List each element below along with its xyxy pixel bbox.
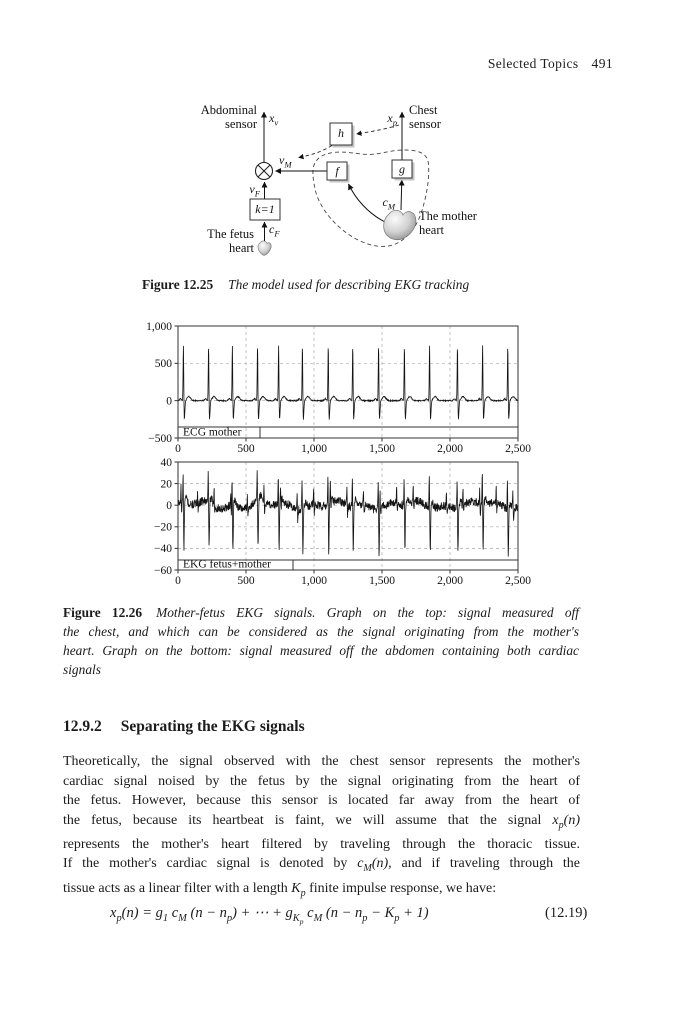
abdominal-sensor-label-2: sensor [225,117,257,131]
y-tick-label: 40 [160,456,172,469]
section-title: Separating the EKG signals [120,718,305,735]
signal-vm-label: $v_M$ [279,153,292,170]
text-line: the chest, and which can be considered as the signal originating from the mother's [63,624,579,639]
figure-12-25-caption-label: Figure 12.25 [142,277,214,292]
x-tick-label: 0 [175,443,181,455]
fetus-heart-shape [258,241,271,256]
mother-to-g-arrow [401,180,402,210]
signal-vf-label: $v_F$ [249,182,260,199]
h-to-vm-dashed-arrow [299,146,333,158]
figure-12-26-caption [63,603,579,679]
equation-row [63,905,588,927]
ecg-trace [178,345,518,419]
chest-sensor-label-2: sensor [409,117,441,131]
text-line: signals [63,662,101,677]
plot-inset-label: EKG fetus+mother [183,558,271,571]
x-tick-label: 1,500 [369,575,395,587]
y-tick-label: 20 [160,478,172,491]
text-line: represents the mother's heart filtered by traveling through the thoracic tissue. [63,836,580,852]
mother-heart-shape [384,210,416,239]
x-tick-label: 1,500 [369,443,395,455]
header-title: Selected Topics [487,56,579,71]
text-line: the fetus. However, because this sensor is located far away from the heart of [63,793,580,808]
text-line: If the mother's cardiac signal is denoted by $c_M(n)$, and if traveling through the [63,856,580,875]
text-line: cardiac signal noised by the fetus by the signal originating from the heart of [63,773,580,789]
signal-cm-label: $c_M$ [382,195,395,212]
plot-0 [146,321,531,455]
block-f-label: f [335,164,339,178]
equation-number: (12.19) [545,905,588,921]
text-line: tissue acts as a linear filter with a length $K_p$ finite impulse response, we have: [63,880,497,899]
figure-12-26-caption-label: Figure 12.26 [63,605,143,620]
y-tick-label: 500 [154,358,172,371]
plot-frame [178,326,518,438]
equation-body: $x_p(n) = g_1$ $c_M$ $(n - n_p)$ + ⋯ + $g_{K_p}$ $c_M$ $(n - n_p - K_p + 1)$ [110,905,429,926]
running-header [488,56,613,72]
y-tick-label: −40 [154,543,172,556]
section-number: 12.9.2 [63,718,102,735]
signal-xp-label: $x_p$ [387,111,397,128]
ekg-model-diagram [165,92,485,274]
section-heading [63,718,305,736]
y-tick-label: −500 [148,432,172,445]
block-k-label: k=1 [255,202,275,216]
signal-cf-label: $c_F$ [269,222,280,239]
figure-12-25-caption-text: The model used for describing EKG tracking [228,277,470,292]
page-number: 491 [591,56,613,71]
y-tick-label: −20 [154,521,172,534]
text-line: Theoretically, the signal observed with the chest sensor represents the mother's [63,754,580,769]
y-tick-label: 0 [166,395,172,408]
fetus-heart-label-1: The fetus [207,227,254,241]
mother-heart-label-2: heart [419,223,444,237]
chest-sensor-label-1: Chest [409,103,438,117]
abdominal-sensor-label-1: Abdominal [200,103,257,117]
x-tick-label: 2,500 [505,443,531,455]
plot-1 [154,457,531,587]
caption-line [63,603,579,622]
y-tick-label: 1,000 [146,320,172,333]
y-tick-label: −60 [154,564,172,577]
x-tick-label: 1,000 [301,443,327,455]
x-tick-label: 500 [237,443,255,455]
mother-heart-label-1: The mother [419,209,477,223]
x-tick-label: 1,000 [301,575,327,587]
x-tick-label: 500 [237,575,255,587]
plot-frame [178,462,518,570]
ecg-trace [178,470,518,556]
figure-12-26-caption-first-line: Mother-fetus EKG signals. Graph on the top: signal measured off [156,605,579,620]
x-tick-label: 2,500 [505,575,531,587]
figure-12-25-caption [142,277,572,293]
figure-12-26-caption-rest [63,622,579,679]
y-tick-label: 0 [166,500,172,512]
text-line: the fetus, because its heartbeat is faint, we will assume that the signal $x_p(n)$ [63,812,580,831]
fetus-heart-label-2: heart [229,241,254,255]
plot-inset-label: ECG mother [183,426,242,439]
x-tick-label: 2,000 [437,443,463,455]
block-h-label: h [338,126,344,140]
body-paragraph [63,752,580,903]
ekg-plots-figure [143,316,555,588]
text-line: heart. Graph on the bottom: signal measured off the abdomen containing both cardiac [63,643,579,658]
x-tick-label: 2,000 [437,575,463,587]
x-tick-label: 0 [175,575,181,587]
signal-xv-label: $x_v$ [269,111,279,128]
block-g-label: g [399,162,405,176]
multiplier-icon [256,163,273,180]
